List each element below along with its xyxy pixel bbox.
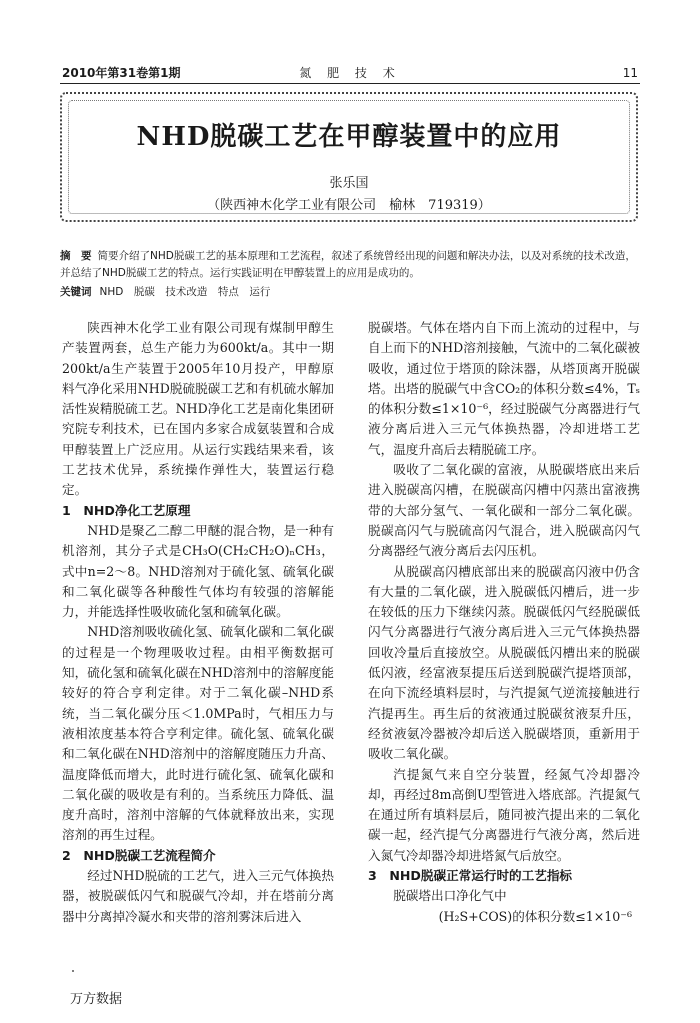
issue-info: 2010年第31卷第1期 [62, 66, 181, 80]
paragraph: NHD溶剂吸收硫化氢、硫氧化碳和二氧化碳的过程是一个物理吸收过程。由相平衡数据可知，硫化氢和硫氧化碳在NHD溶剂中的溶解度能较好的符合亨利定律。对于二氧化碳–NHD系统，当二氧化碳分压＜1.0MPa时，气相压力与液相浓度基本符合亨利定律。硫化氢、硫氧化碳和二氧化碳在NHD溶剂中的溶解度随压力升高、温度降低而增大，此时进行硫化氢、硫氧化碳和二氧化碳的吸收是有利的。当系统压力降低、温度升高时，溶剂中溶解的气体就释放出来，实现溶剂的再生过程。 [62, 624, 334, 843]
paragraph: 汽提氮气来自空分装置，经氮气冷却器冷却，再经过8m高倒U型管进入塔底部。汽提氮气在通过所有填料层后，随同被汽提出来的二氧化碳一起，经汽提气分离器进行气液分离，然后进入氮气冷却器冷却进塔氮气后放空。 [368, 766, 640, 863]
abstract [60, 248, 640, 282]
page-number: 11 [622, 66, 638, 80]
affiliation: （陕西神木化学工业有限公司 榆林 719319） [207, 198, 491, 213]
footer-watermark: 万方数据 [70, 992, 123, 1007]
paragraph: NHD是聚乙二醇二甲醚的混合物，是一种有机溶剂，其分子式是CH₃O(CH₂CH₂O)ₙCH₃，式中n=2～8。NHD溶剂对于硫化氢、硫氧化碳和二氧化碳等各种酸性气体均有较强的溶解能力，并能选择性吸收硫化氢和硫氧化碳。 [62, 522, 334, 620]
left-column [62, 318, 334, 927]
keywords [60, 284, 640, 299]
right-column [368, 318, 640, 927]
journal-name: 氮 肥 技 术 [299, 66, 401, 80]
page-header [60, 58, 640, 84]
paper-title: NHD脱碳工艺在甲醇装置中的应用 [136, 122, 562, 152]
abstract-label: 摘 要 [60, 250, 92, 262]
paragraph: 经过NHD脱硫的工艺气，进入三元气体换热器，被脱碳低闪气和脱碳气冷却，并在塔前分离器中分离掉冷凝水和夹带的溶剂雾沫后进入 [62, 868, 334, 924]
page-mark [72, 970, 74, 972]
formula: (H₂S+COS)的体积分数≤1×10⁻⁶ [438, 908, 632, 924]
abstract-text: 简要介绍了NHD脱碳工艺的基本原理和工艺流程，叙述了系统曾经出现的问题和解决办法，以及对系统的技术改造，并总结了NHD脱碳工艺的特点。运行实践证明在甲醇装置上的应用是成功的。 [60, 250, 636, 279]
header-rule [60, 83, 640, 84]
paragraph: 脱碳塔。气体在塔内自下而上流动的过程中，与自上而下的NHD溶剂接触，气流中的二氧化碳被吸收，通过位于塔顶的除沫器，从塔顶离开脱碳塔。出塔的脱碳气中含CO₂的体积分数≤4%，Tₛ的体积分数≤1×10⁻⁶，经过脱碳气分离器进行气液分离后进入三元气体换热器，冷却进塔工艺气，温度升高后去精脱硫工序。 [368, 320, 640, 457]
paragraph: 脱碳塔出口净化气中 [393, 888, 507, 904]
author: 张乐国 [329, 176, 369, 191]
keywords-text: NHD 脱碳 技术改造 特点 运行 [99, 286, 271, 298]
section-heading-2: 2 NHD脱碳工艺流程简介 [62, 847, 216, 863]
paragraph: 陕西神木化学工业有限公司现有煤制甲醇生产装置两套，总生产能力为600kt/a。其中一期200kt/a生产装置于2005年10月投产，甲醇原料气净化采用NHD脱硫脱碳工艺和有机硫水解加活性炭精脱硫工艺。NHD净化工艺是南化集团研究院专利技术，已在国内多家合成氨装置和合成甲醇装置上广泛应用。从运行实践结果来看，该工艺技术优异，系统操作弹性大，装置运行稳定。 [62, 320, 334, 498]
section-heading-1: 1 NHD净化工艺原理 [62, 502, 191, 518]
paragraph: 吸收了二氧化碳的富液，从脱碳塔底出来后进入脱碳高闪槽，在脱碳高闪槽中闪蒸出富液携带的大部分氢气、一氧化碳和一部分二氧化碳。脱碳高闪气与脱硫高闪气混合，进入脱碳高闪气分离器经气液分离后去闪压机。 [368, 462, 640, 559]
paragraph: 从脱碳高闪槽底部出来的脱碳高闪液中仍含有大量的二氧化碳，进入脱碳低闪槽后，进一步在较低的压力下继续闪蒸。脱碳低闪气经脱碳低闪气分离器进行气液分离后进入三元气体换热器回收冷量后直接放空。从脱碳低闪槽出来的脱碳低闪液，经富液泵提压后送到脱碳汽提塔顶部，在向下流经填料层时，与汽提氮气逆流接触进行汽提再生。再生后的贫液通过脱碳贫液泵升压，经贫液氨冷器被冷却后送入脱碳塔顶，重新用于吸收二氧化碳。 [368, 563, 640, 762]
section-heading-3: 3 NHD脱碳正常运行时的工艺指标 [368, 868, 573, 884]
keywords-label: 关键词 [60, 286, 92, 298]
